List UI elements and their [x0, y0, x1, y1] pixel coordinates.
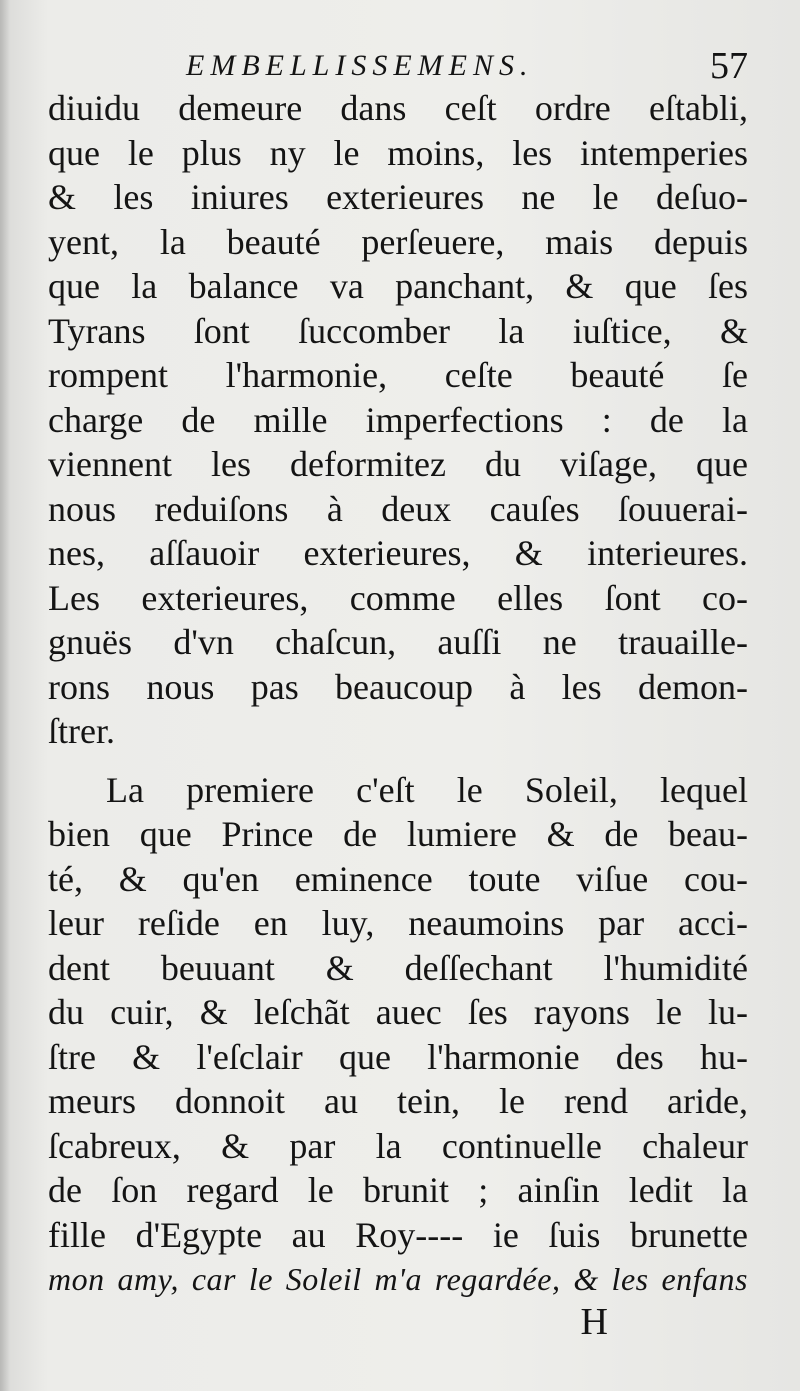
text-line: viennent les deformitez du viſage, que: [48, 444, 748, 484]
paragraph-1: [48, 86, 748, 754]
text-line: nous reduiſons à deux cauſes ſouuerai-: [48, 488, 748, 529]
text-line: ſtrer.: [48, 711, 115, 751]
text-line: que la balance va panchant, & que ſes: [48, 266, 748, 306]
text-line: leur reſide en luy, neaumoins par acci-: [48, 903, 748, 943]
text-line: charge de mille imperfections : de la: [48, 399, 748, 440]
text-line: yent, la beauté perſeuere, mais depuis: [48, 221, 748, 262]
text-line: nes, aſſauoir exterieures, & interieures.: [48, 533, 748, 573]
text-line: rompent l'harmonie, ceſte beauté ſe: [48, 355, 748, 395]
text-line: Les exterieures, comme elles ſont co-: [48, 577, 748, 618]
text-line-italic: mon amy, car le Soleil m'a regardée, & les enfans: [48, 1261, 748, 1297]
text-line: & les iniures exterieures ne le deſuo-: [48, 177, 748, 217]
page-number: 57: [710, 45, 748, 87]
text-line: ſcabreux, & par la continuelle chaleur: [48, 1125, 748, 1166]
page-gutter-shadow: [0, 0, 10, 1391]
body-text: [48, 86, 748, 1302]
text-line: ſtre & l'eſclair que l'harmonie des hu-: [48, 1036, 748, 1077]
text-line: meurs donnoit au tein, le rend aride,: [48, 1081, 748, 1121]
text-line: du cuir, & leſchãt auec ſes rayons le lu-: [48, 992, 748, 1032]
text-line: bien que Prince de lumiere & de beau-: [48, 814, 748, 854]
text-line: La premiere c'eſt le Soleil, lequel: [106, 769, 748, 810]
text-line: diuidu demeure dans ceſt ordre eſtabli,: [48, 88, 748, 128]
text-line: fille d'Egypte au Roy---- ie ſuis brunette: [48, 1214, 748, 1255]
text-line: Tyrans ſont ſuccomber la iuſtice, &: [48, 310, 748, 351]
text-line: gnuës d'vn chaſcun, auſſi ne trauaille-: [48, 622, 748, 662]
running-title: EMBELLISSEMENS.: [186, 49, 534, 82]
paragraph-gap: [48, 754, 748, 768]
paragraph-2: [48, 768, 748, 1302]
text-line: que le plus ny le moins, les intemperies: [48, 132, 748, 173]
signature-mark: H: [580, 1301, 608, 1343]
text-line: dent beuuant & deſſechant l'humidité: [48, 947, 748, 988]
text-line: de ſon regard le brunit ; ainſin ledit la: [48, 1170, 748, 1210]
text-line: rons nous pas beaucoup à les demon-: [48, 666, 748, 707]
text-line: té, & qu'en eminence toute viſue cou-: [48, 858, 748, 899]
